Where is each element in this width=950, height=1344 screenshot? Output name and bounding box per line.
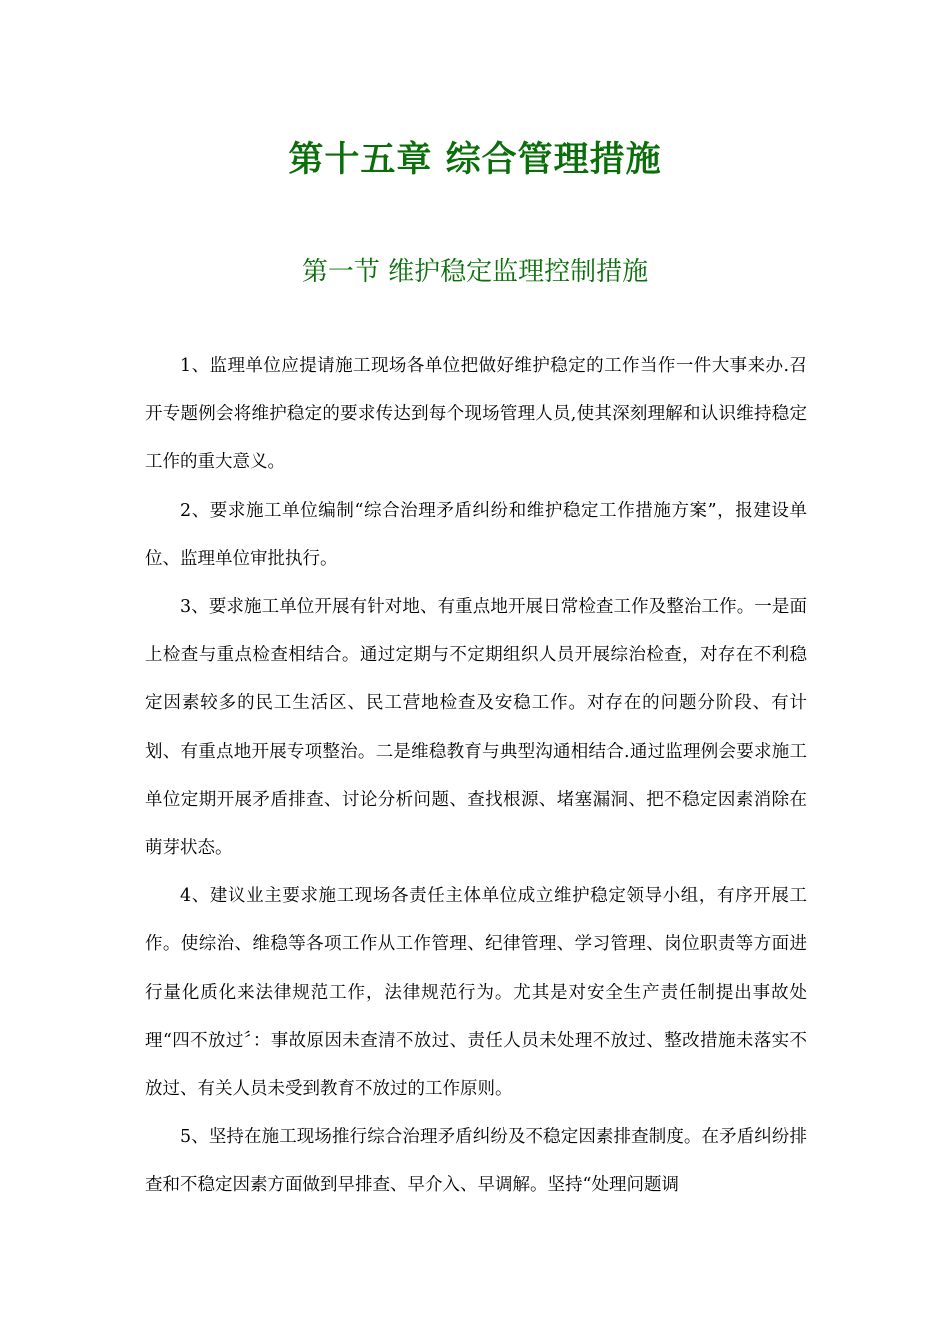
paragraph: 1、监理单位应提请施工现场各单位把做好维护稳定的工作当作一件大事来办.召开专题例会将维护稳定的要求传达到每个现场管理人员,使其深刻理解和认识维持稳定工作的重大意义。 (145, 356, 807, 473)
paragraph: 5、坚持在施工现场推行综合治理矛盾纠纷及不稳定因素排查制度。在矛盾纠纷排查和不稳定因素方面做到早排查、早介入、早调解。坚持“处理问题调 (145, 1127, 807, 1196)
chapter-title: 第十五章 综合管理措施 (288, 139, 662, 180)
section-title: 第一节 维护稳定监理控制措施 (301, 257, 649, 287)
body-text (145, 342, 807, 1210)
paragraph: 2、要求施工单位编制“综合治理矛盾纠纷和维护稳定工作措施方案”，报建设单位、监理单位审批执行。 (145, 500, 807, 569)
paragraph: 3、要求施工单位开展有针对地、有重点地开展日常检查工作及整治工作。一是面上检查与重点检查相结合。通过定期与不定期组织人员开展综治检查，对存在不利稳定因素较多的民工生活区、民工营地检查及安稳工作。对存在的问题分阶段、有计划、有重点地开展专项整治。二是维稳教育与典型沟通相结合.通过监理例会要求施工单位定期开展矛盾排查、讨论分析问题、查找根源、堵塞漏洞、把不稳定因素消除在萌芽状态。 (145, 597, 807, 859)
paragraph: 4、建议业主要求施工现场各责任主体单位成立维护稳定领导小组，有序开展工作。使综治、维稳等各项工作从工作管理、纪律管理、学习管理、岗位职责等方面进行量化质化来法律规范工作，法律规范行为。尤其是对安全生产责任制提出事故处理“四不放过〞：事故原因未查清不放过、责任人员未处理不放过、整改措施未落实不放过、有关人员未受到教育不放过的工作原则。 (145, 886, 807, 1100)
